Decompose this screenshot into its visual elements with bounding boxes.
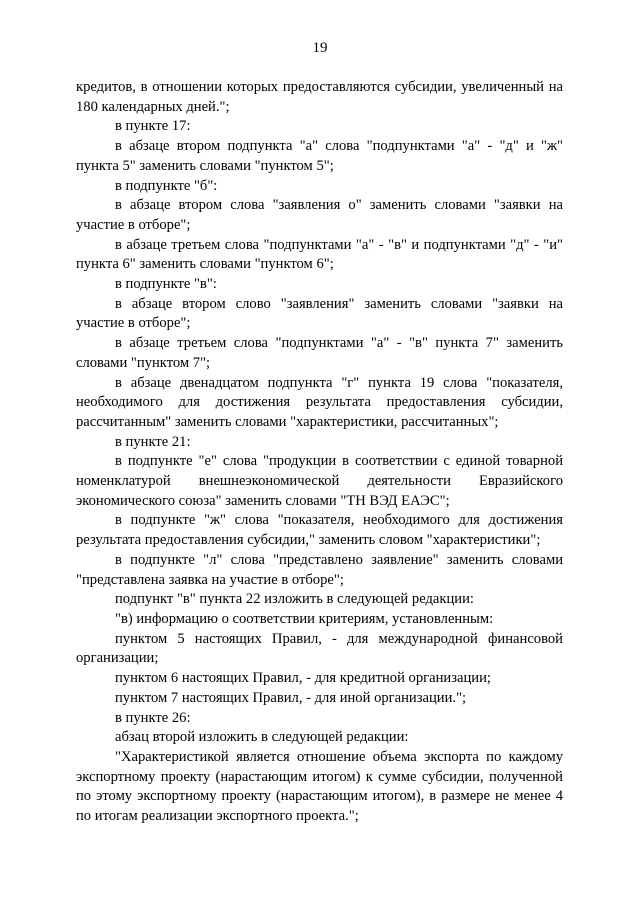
paragraph-11: в пункте 21: xyxy=(115,433,191,450)
paragraph-10: в абзаце двенадцатом подпункта "г" пункта 19 слова "показателя, необходимого для достижения результата предоставления субсидии, рассчитанным" заменить словами "характеристики, рассчитанных"; xyxy=(76,374,563,430)
paragraph-20: в пункте 26: xyxy=(115,709,191,726)
paragraph-22: "Характеристикой является отношение объема экспорта по каждому экспортному проекту (нарастающим итогом) к сумме субсидии, полученной по этому экспортному проекту (нарастающим итогом), в размере не менее 4 по итогам реализации экспортного проекта."; xyxy=(76,748,563,825)
paragraph-15: подпункт "в" пункта 22 изложить в следующей редакции: xyxy=(115,591,474,608)
paragraph-1: кредитов, в отношении которых предоставляются субсидии, увеличенный на 180 календарных дней."; xyxy=(76,79,563,115)
paragraph-16: "в) информацию о соответствии критериям, установленным: xyxy=(115,610,494,627)
paragraph-2: в пункте 17: xyxy=(115,118,191,135)
paragraph-13: в подпункте "ж" слова "показателя, необходимого для достижения результата предоставления субсидии," заменить словом "характеристики"; xyxy=(76,512,563,549)
paragraph-8: в абзаце втором слово "заявления" заменить словами "заявки на участие в отборе"; xyxy=(76,295,563,332)
paragraph-19: пунктом 7 настоящих Правил, - для иной организации."; xyxy=(115,689,467,706)
paragraph-5: в абзаце втором слова "заявления о" заменить словами "заявки на участие в отборе"; xyxy=(76,197,563,233)
paragraph-14: в подпункте "л" слова "представлено заявление" заменить словами "представлена заявка на участие в отборе"; xyxy=(76,551,563,588)
paragraph-18: пунктом 6 настоящих Правил, - для кредитной организации; xyxy=(115,670,491,687)
paragraph-6: в абзаце третьем слова "подпунктами "а" - "в" и подпунктами "д" - "и" пункта 6" заменить словами "пунктом 6"; xyxy=(76,236,563,273)
document-body xyxy=(76,78,563,827)
paragraph-12: в подпункте "е" слова "продукции в соответствии с единой товарной номенклатурой внешнеэкономической деятельности Евразийского экономического союза" заменить словами "ТН ВЭД ЕАЭС"; xyxy=(76,453,563,509)
paragraph-4: в подпункте "б": xyxy=(115,177,218,194)
page-number: 19 xyxy=(312,40,328,56)
paragraph-3: в абзаце втором подпункта "а" слова "подпунктами "а" - "д" и "ж" пункта 5" заменить словами "пунктом 5"; xyxy=(76,138,563,174)
paragraph-9: в абзаце третьем слова "подпунктами "а" - "в" пункта 7" заменить словами "пунктом 7"; xyxy=(76,335,563,371)
paragraph-17: пунктом 5 настоящих Правил, - для международной финансовой организации; xyxy=(76,630,563,667)
paragraph-21: абзац второй изложить в следующей редакции: xyxy=(115,729,409,746)
paragraph-7: в подпункте "в": xyxy=(115,276,217,293)
